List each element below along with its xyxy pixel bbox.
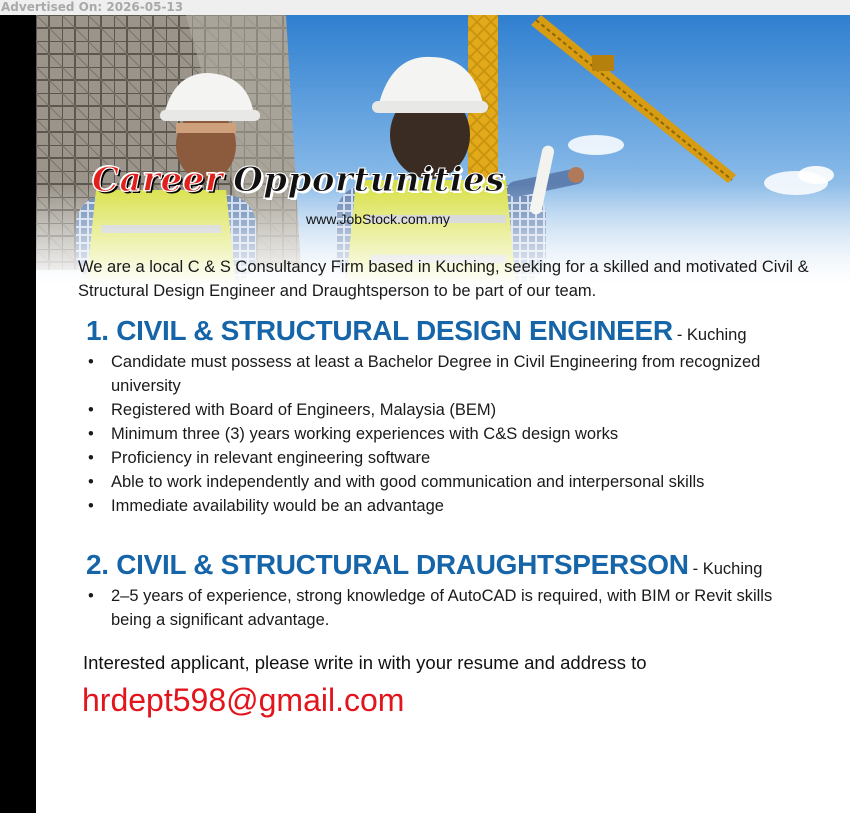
job-title-2 <box>86 549 762 581</box>
job-title-1 <box>86 315 747 347</box>
job-1-requirements <box>86 350 831 518</box>
apply-instructions: Interested applicant, please write in with your resume and address to <box>83 652 647 673</box>
headline-career-word: Career <box>92 160 224 200</box>
list-item: • Immediate availability would be an advantage <box>86 494 831 518</box>
job-location: - Kuching <box>692 560 763 578</box>
job-location: - Kuching <box>676 326 747 344</box>
headline-opportunities-word: Opportunities <box>233 160 505 200</box>
job-title-text: 2. CIVIL & STRUCTURAL DRAUGHTSPERSON <box>86 549 689 580</box>
list-item: • Proficiency in relevant engineering software <box>86 446 831 470</box>
construction-scene-illustration <box>36 15 850 285</box>
contact-email-link[interactable]: hrdept598@gmail.com <box>82 682 405 718</box>
intro-paragraph: We are a local C & S Consultancy Firm based in Kuching, seeking for a skilled and motivated Civil & Structural Design Engineer and Draughtsperson to be part of our team. <box>78 258 809 300</box>
left-black-bar <box>0 15 36 813</box>
career-opportunities-headline <box>92 158 505 202</box>
list-item: • Candidate must possess at least a Bachelor Degree in Civil Engineering from recognized university <box>86 350 831 398</box>
hero-banner <box>36 15 850 285</box>
list-item: • 2–5 years of experience, strong knowledge of AutoCAD is required, with BIM or Revit skills being a significant advantage. <box>86 584 811 632</box>
advertised-on-label: Advertised On: 2026-05-13 <box>1 0 184 14</box>
list-item: • Minimum three (3) years working experiences with C&S design works <box>86 422 831 446</box>
job-2-requirements <box>86 584 811 632</box>
list-item: • Registered with Board of Engineers, Malaysia (BEM) <box>86 398 831 422</box>
job-title-text: 1. CIVIL & STRUCTURAL DESIGN ENGINEER <box>86 315 673 346</box>
website-url[interactable]: www.JobStock.com.my <box>306 211 450 227</box>
list-item: • Able to work independently and with good communication and interpersonal skills <box>86 470 831 494</box>
